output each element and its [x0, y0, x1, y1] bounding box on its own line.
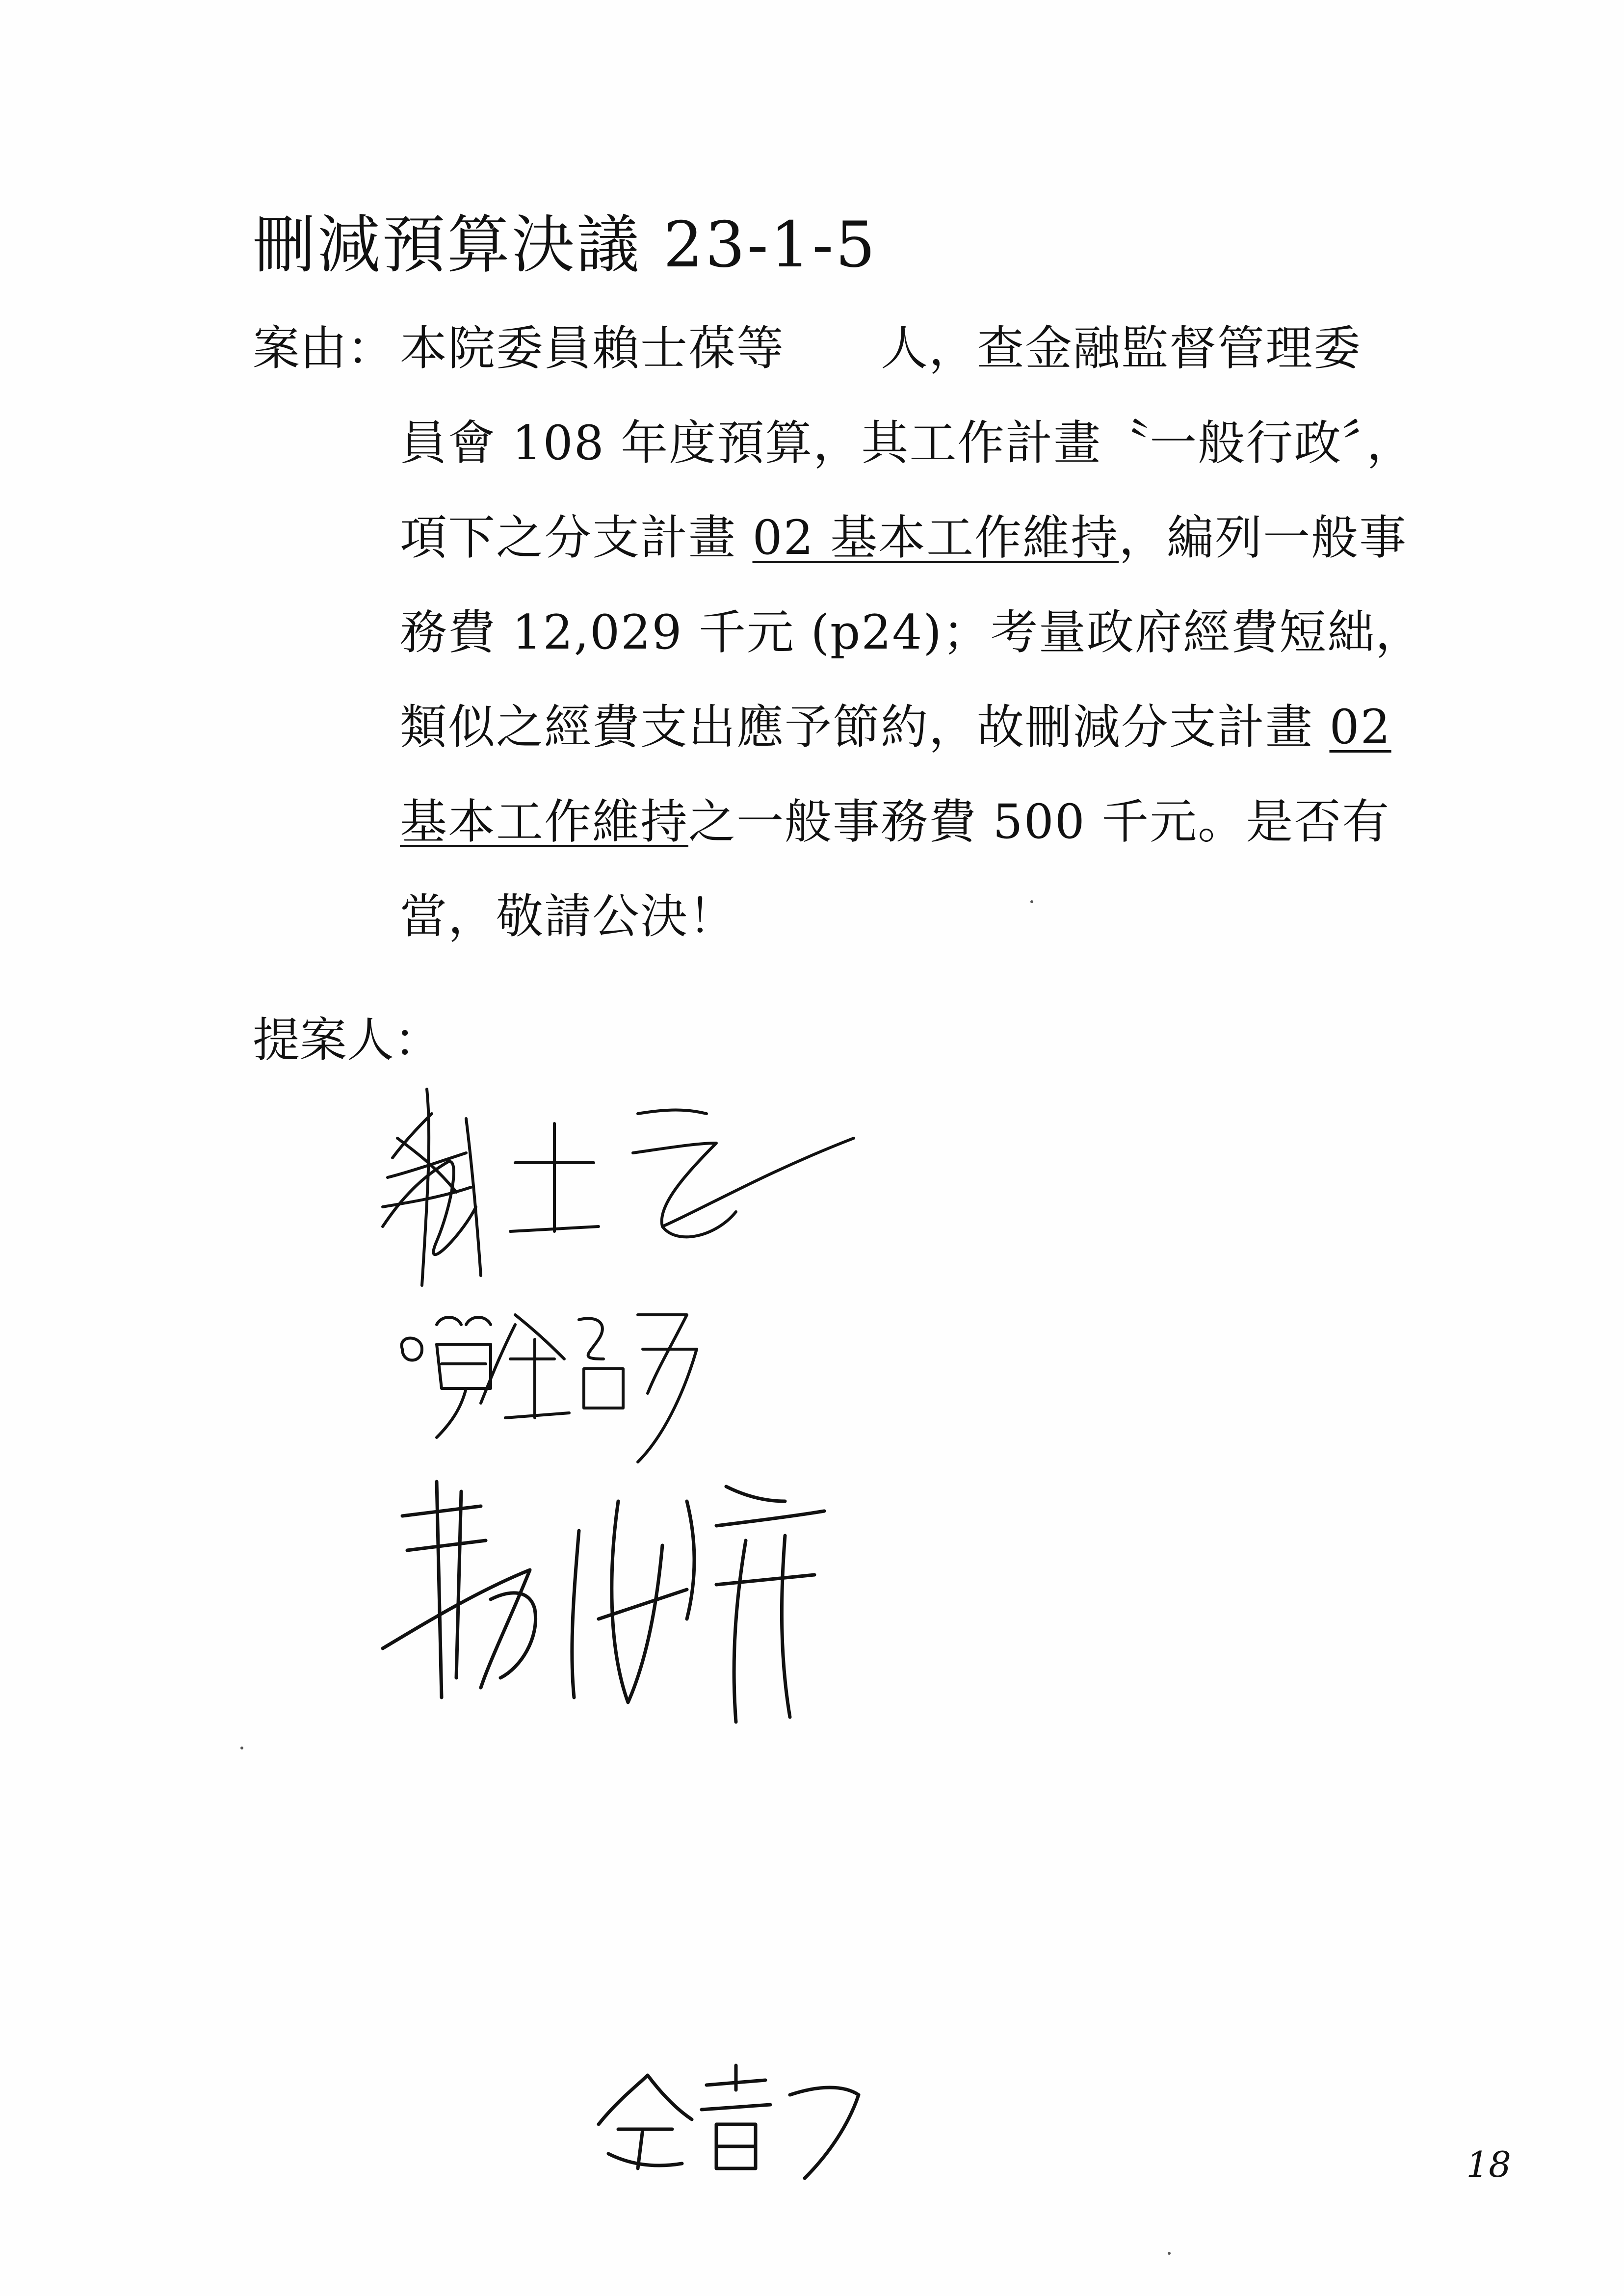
underlined-text: 基本工作維持: [400, 794, 688, 849]
signature-2: [393, 1295, 726, 1472]
signature-1: [363, 1079, 883, 1295]
underlined-text: 02: [1329, 700, 1391, 755]
page-number: 18: [1466, 2144, 1511, 2185]
line-text: 當，敬請公決！: [400, 889, 736, 944]
line-text: 本院委員賴士葆等 人，查金融監督管理委: [400, 321, 1362, 376]
reason-line: [400, 409, 1415, 503]
reason-line: [400, 503, 1408, 598]
reason-line: [400, 693, 1391, 787]
line-text: 項下之分支計畫: [400, 510, 753, 565]
underlined-text: 02 基本工作維持: [752, 510, 1119, 565]
line-text: ，編列一般事: [1119, 510, 1408, 565]
reason-label: 案由：: [253, 321, 394, 376]
line-text: 類似之經費支出應予節約，故刪減分支計畫: [400, 700, 1330, 755]
reason-body: [400, 314, 1423, 977]
proposer-label: 提案人：: [253, 1013, 441, 1068]
page-title: 刪減預算決議 23-1-5: [253, 209, 877, 282]
scan-speck: [1030, 900, 1033, 903]
scan-speck: [1168, 2252, 1171, 2255]
reason-line: [400, 314, 1391, 409]
reason-line: [400, 598, 1423, 693]
reason-line: [400, 882, 1391, 977]
reason-line: [400, 787, 1391, 882]
line-text: 員會 108 年度預算，其工作計畫〝一般行政〞，: [400, 416, 1415, 470]
scan-speck: [240, 1747, 243, 1749]
signature-3: [373, 1472, 873, 1737]
signature-4: [589, 2056, 873, 2183]
line-text: 務費 12,029 千元 (p24)；考量政府經費短絀，: [400, 605, 1423, 660]
line-text: 之一般事務費 500 千元。是否有: [688, 794, 1390, 849]
